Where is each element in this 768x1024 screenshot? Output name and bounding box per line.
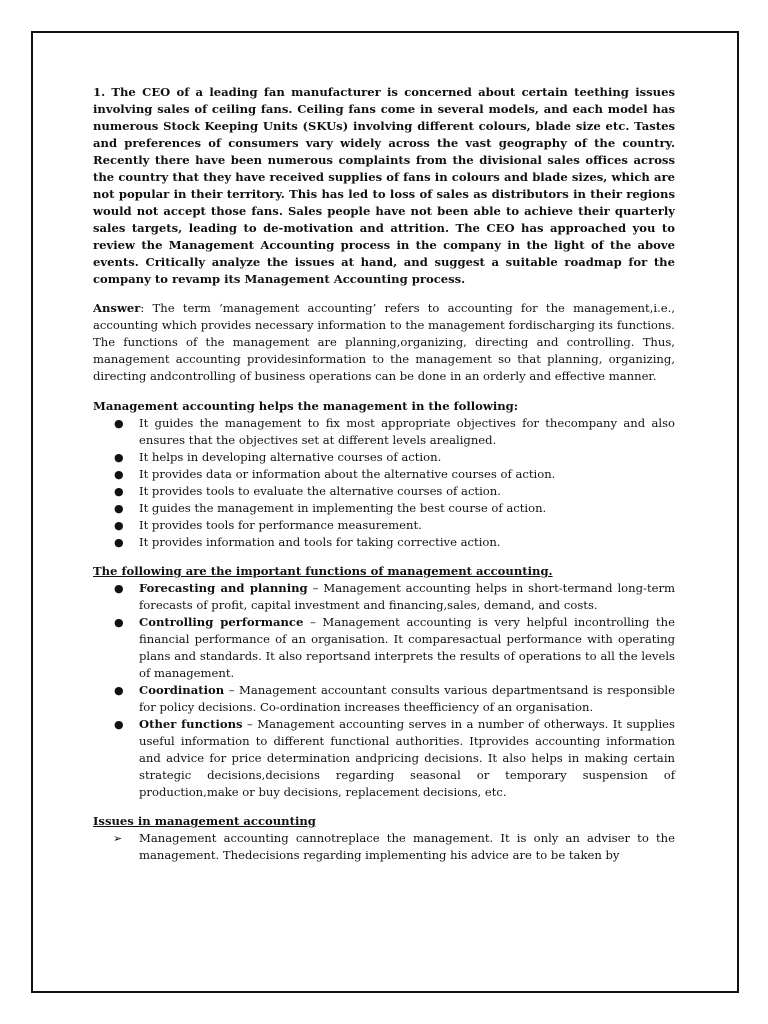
list-item: [93, 466, 675, 483]
list-item-text: It helps in developing alternative courses of action.: [139, 450, 442, 464]
list-item-text: It provides tools to evaluate the alternative courses of action.: [139, 484, 501, 498]
bullet-icon: ●: [114, 519, 124, 532]
functions-list: [93, 580, 675, 801]
functions-heading: The following are the important functions of management accounting.: [93, 564, 553, 578]
list-item-text: It guides the management to fix most appropriate objectives for thecompany and also ensures that the objectives set at different levels arealigned.: [139, 416, 675, 447]
question-text: 1. The CEO of a leading fan manufacturer is concerned about certain teething issues involving sales of ceiling fans. Ceiling fans come in several models, and each model has numerous Stock Keeping Units (SKUs) involving different colours, blade size etc. Tastes and preferences of consumers vary widely across the vast geography of the country. Recently there have been numerous complaints from the divisional sales offices across the country that they have received supplies of fans in colours and blade sizes, which are not popular in their territory. This has led to loss of sales as distributors in their regions would not accept those fans. Sales people have not been able to achieve their quarterly sales targets, leading to de-motivation and attrition. The CEO has approached you to review the Management Accounting process in the company in the light of the above events. Critically analyze the issues at hand, and suggest a suitable roadmap for the company to revamp its Management Accounting process.: [93, 85, 675, 286]
bullet-icon: ●: [114, 502, 124, 515]
list-item: [93, 830, 675, 864]
bullet-icon: ●: [114, 468, 124, 481]
list-item: [93, 534, 675, 551]
list-item: [93, 517, 675, 534]
function-text: – Management accounting is very helpful incontrolling the financial performance of an organisation. It comparesactual performance with operating plans and standards. It also reportsand interprets the results of operations to all the levels of management.: [139, 615, 675, 680]
function-term: Controlling performance: [139, 615, 304, 629]
bullet-icon: ●: [114, 485, 124, 498]
bullet-icon: ●: [114, 582, 124, 595]
list-item: [93, 483, 675, 500]
arrow-bullet-icon: ➢: [113, 832, 123, 845]
bullet-icon: ●: [114, 718, 124, 731]
list-item: [93, 580, 675, 614]
function-term: Other functions: [139, 717, 243, 731]
function-text: – Management accounting helps in short-termand long-term forecasts of profit, capital investment and financing,sales, demand, and costs.: [139, 581, 675, 612]
document-body: [93, 84, 675, 876]
list-item: [93, 449, 675, 466]
bullet-icon: ●: [114, 616, 124, 629]
bullet-icon: ●: [114, 451, 124, 464]
helps-heading: Management accounting helps the management in the following:: [93, 399, 519, 413]
list-item-text: It guides the management in implementing the best course of action.: [139, 501, 547, 515]
list-item-text: Management accounting cannotreplace the management. It is only an adviser to the management. Thedecisions regarding implementing his advice are to be taken by: [139, 831, 675, 862]
list-item: [93, 614, 675, 682]
list-item-text: It provides information and tools for taking corrective action.: [139, 535, 501, 549]
function-text: – Management accountant consults various departmentsand is responsible for policy decisions. Co-ordination increases theefficiency of an organisation.: [139, 683, 675, 714]
list-item-text: It provides tools for performance measurement.: [139, 518, 422, 532]
list-item: [93, 415, 675, 449]
function-term: Forecasting and planning: [139, 581, 308, 595]
list-item: [93, 716, 675, 801]
list-item: [93, 500, 675, 517]
issues-list: [93, 830, 675, 864]
answer-text: : The term ‘management accounting’ refers to accounting for the management,i.e., accounting which provides necessary information to the management fordischarging its functions. The functions of the management are planning,organizing, directing and controlling. Thus, management accounting providesinformation to the management so that planning, organizing, directing andcontrolling of business operations can be done in an orderly and effective manner.: [93, 301, 675, 383]
list-item: [93, 682, 675, 716]
bullet-icon: ●: [114, 417, 124, 430]
answer-paragraph: [93, 300, 675, 385]
function-text: – Management accounting serves in a number of otherways. It supplies useful information to different functional authorities. Itprovides accounting information and advice for price determination andpricing decisions. It also helps in making certain strategic decisions,decisions regarding seasonal or temporary suspension of production,make or buy decisions, replacement decisions, etc.: [139, 717, 675, 799]
bullet-icon: ●: [114, 536, 124, 549]
function-term: Coordination: [139, 683, 225, 697]
issues-heading: Issues in management accounting: [93, 814, 316, 828]
answer-label: Answer: [93, 301, 141, 315]
list-item-text: It provides data or information about the alternative courses of action.: [139, 467, 556, 481]
helps-list: [93, 415, 675, 551]
bullet-icon: ●: [114, 684, 124, 697]
